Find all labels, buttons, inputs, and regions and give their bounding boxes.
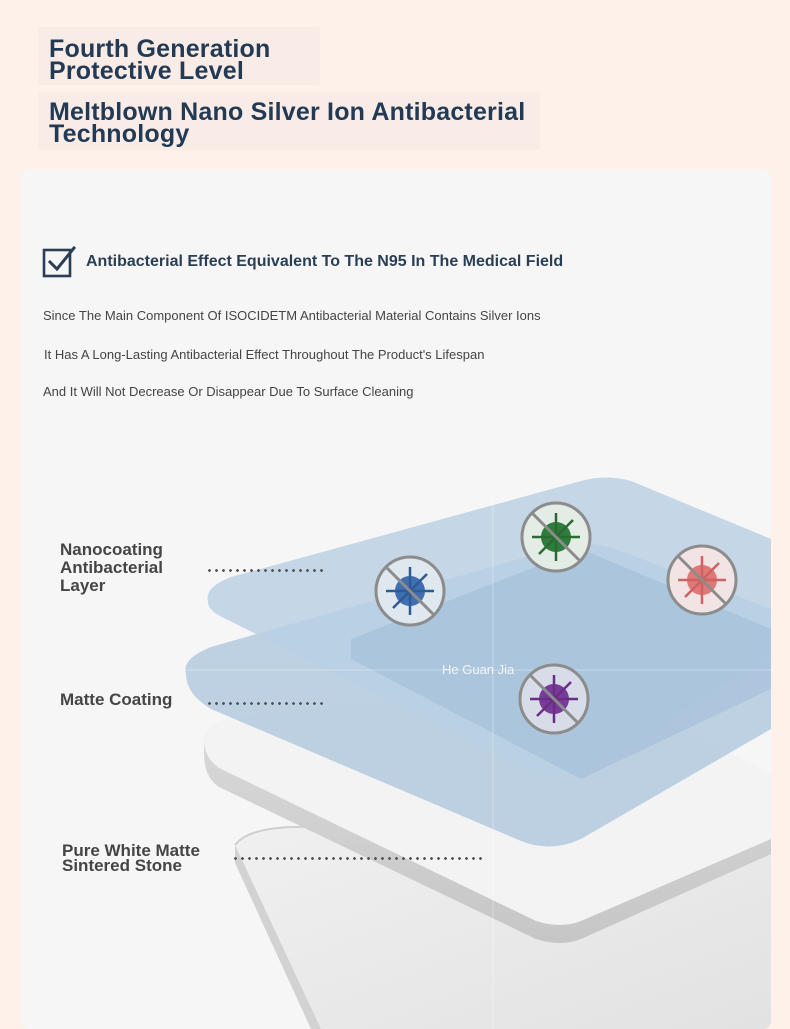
label-line: Nanocoating: [60, 540, 163, 559]
info-panel: [21, 169, 771, 1029]
label-line: Antibacterial: [60, 558, 163, 577]
label-line: Sintered Stone: [62, 856, 182, 875]
virus-blue-icon: [376, 557, 444, 625]
label-sintered-stone: [62, 843, 200, 873]
watermark: He Guan Jia: [442, 662, 515, 677]
leader-dots: [206, 569, 324, 572]
title-line: Fourth Generation: [49, 35, 271, 63]
label-line: Layer: [60, 576, 106, 595]
virus-red-icon: [668, 546, 736, 614]
panel-heading: Antibacterial Effect Equivalent To The N95 In The Medical Field: [86, 253, 564, 270]
paragraph: And It Will Not Decrease Or Disappear Due To Surface Cleaning: [43, 384, 414, 399]
label-line: Matte Coating: [60, 690, 173, 709]
label-line: Pure White Matte: [62, 841, 200, 860]
title-line: Technology: [49, 120, 190, 148]
title-line: Protective Level: [49, 57, 244, 85]
leader-dots: [232, 857, 482, 860]
paragraph: Since The Main Component Of ISOCIDETM Antibacterial Material Contains Silver Ions: [43, 308, 541, 323]
label-matte-coating: [60, 691, 172, 709]
title-line: Meltblown Nano Silver Ion Antibacterial: [49, 98, 526, 126]
leader-dots: [206, 702, 324, 705]
virus-purple-icon: [520, 665, 588, 733]
label-nanocoating: [60, 541, 163, 595]
paragraph: It Has A Long-Lasting Antibacterial Effect Throughout The Product's Lifespan: [44, 347, 485, 362]
virus-green-icon: [522, 503, 590, 571]
layers-illustration: [21, 169, 771, 1029]
